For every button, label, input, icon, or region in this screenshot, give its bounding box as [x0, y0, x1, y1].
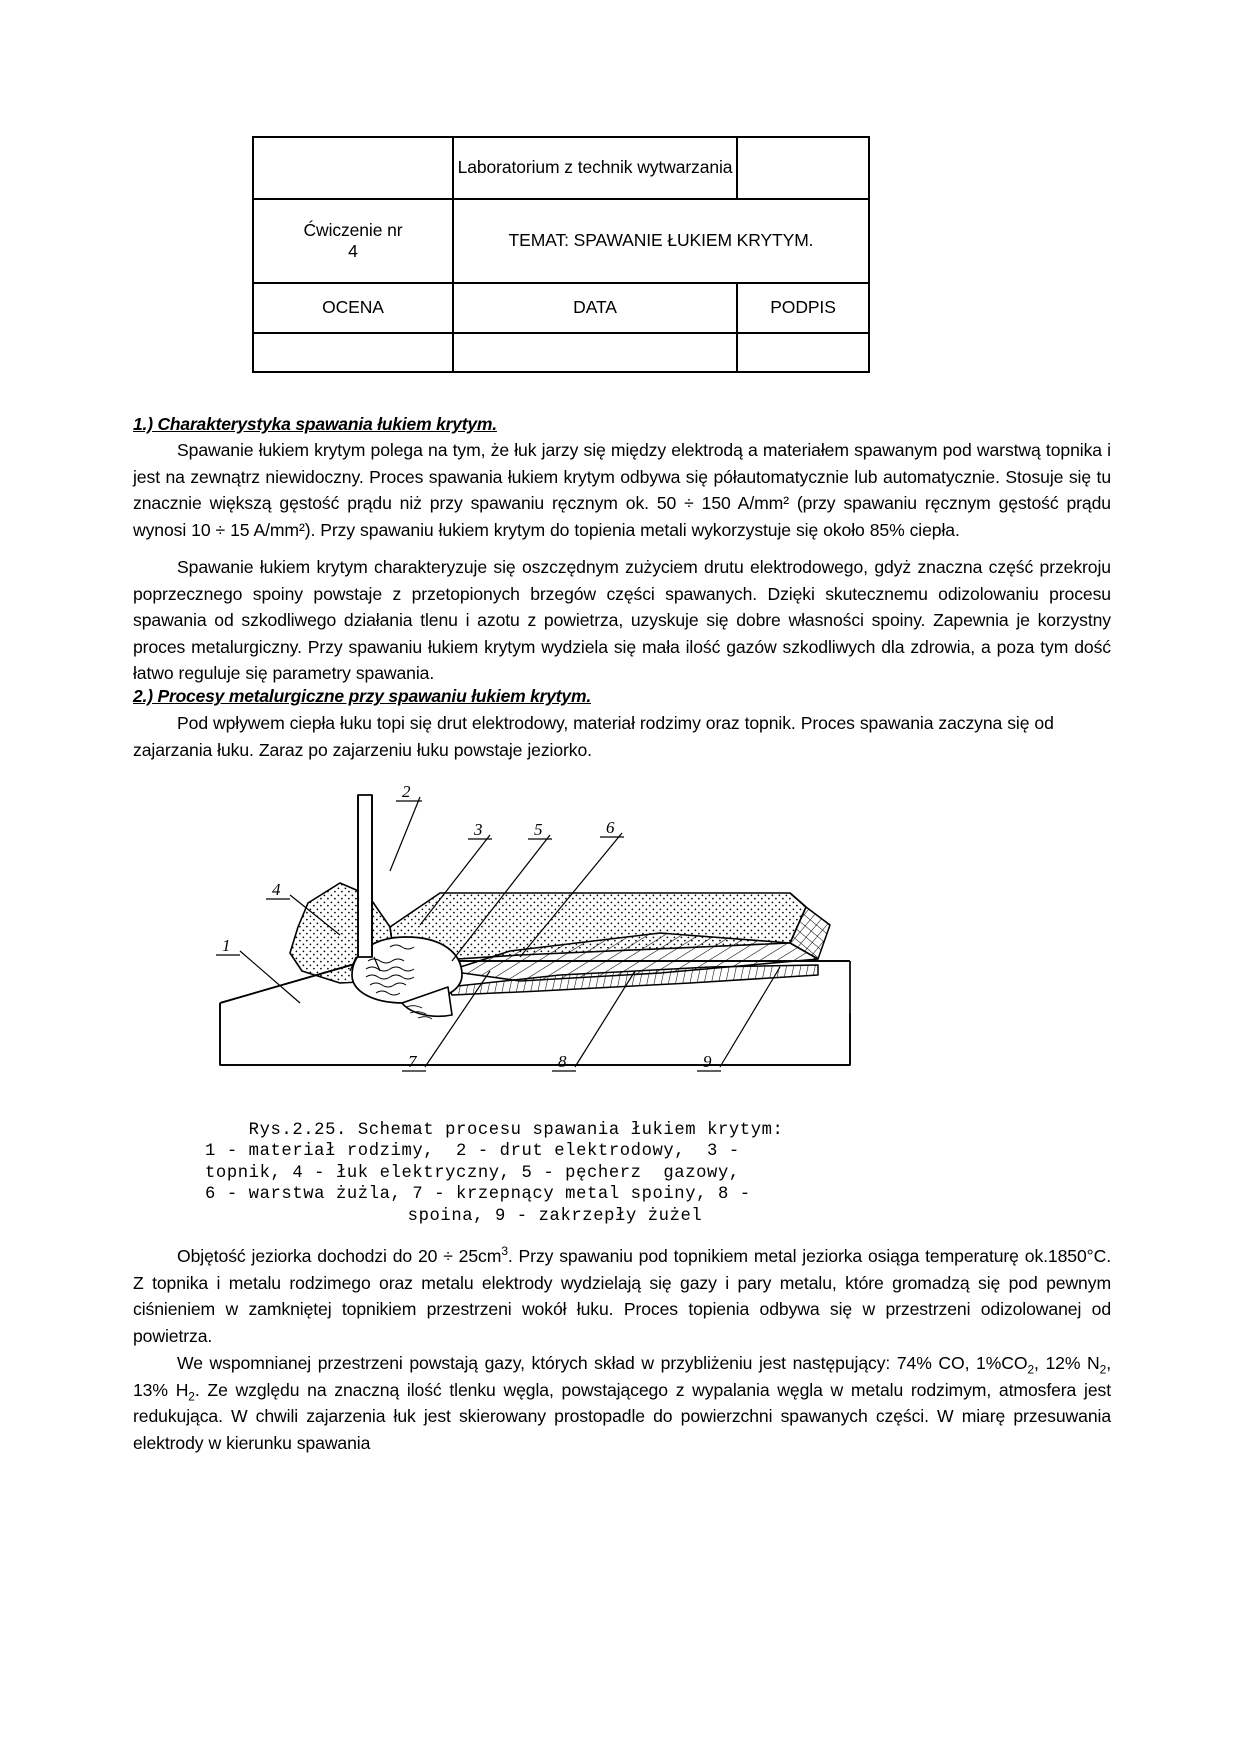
lab-title-cell: Laboratorium z technik wytwarzania [453, 137, 737, 199]
caption-line-4: 6 - warstwa żużla, 7 - krzepnący metal spoiny, 8 - [205, 1185, 751, 1204]
header-info-table [252, 136, 870, 373]
section-1-paragraph-1 [133, 437, 1111, 543]
closing-paragraph-1 [133, 1243, 1111, 1349]
table-row [253, 199, 869, 283]
figure-welding-diagram [190, 775, 870, 1095]
section-2-paragraph-1 [133, 710, 1111, 763]
caption-line-3: topnik, 4 - łuk elektryczny, 5 - pęcherz gazowy, [205, 1163, 740, 1183]
section-1-heading: 1.) Charakterystyka spawania łukiem krytym. [133, 414, 497, 434]
figure-callout-6: 6 [606, 818, 615, 837]
figure-callout-4: 4 [272, 880, 281, 899]
section-2-heading: 2.) Procesy metalurgiczne przy spawaniu łukiem krytym. [133, 686, 591, 706]
section-1-paragraph-2 [133, 554, 1111, 687]
table-row [253, 333, 869, 372]
header-cell-empty-left [253, 137, 453, 199]
grade-label-cell: OCENA [253, 283, 453, 333]
figure-callout-8: 8 [558, 1052, 567, 1071]
caption-line-1: Rys.2.25. Schemat procesu spawania łukiem krytym: [248, 1120, 784, 1140]
paragraph-text: Objętość jeziorka dochodzi do $20 \div 25cm^3$. Przy spawaniu pod topnikiem metal jeziorka osiąga temperaturę ok.1850°C. Z topnika i metalu rodzimego oraz metalu elektrody wydzielają się gazy i pary metalu, które gromadzą się pod pewnym ciśnieniem w zamkniętej topnikiem przestrzeni wokół łuku. Proces topienia odbywa się w przestrzeni odizolowanej od powietrza. [133, 1244, 1111, 1346]
figure-callout-3: 3 [474, 820, 483, 839]
topic-cell: TEMAT: SPAWANIE ŁUKIEM KRYTYM. [453, 199, 869, 283]
paragraph-text: Spawanie łukiem krytym charakteryzuje się oszczędnym zużyciem drutu elektrodowego, gdyż znaczna część przekroju poprzecznego spoiny powstaje z przetopionych brzegów części spawanych. Dzięki skutecznemu odizolowaniu procesu spawania od szkodliwego działania tlenu i azotu z powietrza, uzyskuje się dobre własności spoiny. Zapewnia je korzystny proces metalurgiczny. Przy spawaniu łukiem krytym wydziela się mała ilość gazów szkodliwych dla zdrowia, a poza tym dość łatwo reguluje się parametry spawania. [133, 557, 1111, 684]
signature-value-cell[interactable] [737, 333, 869, 372]
header-cell-empty-right [737, 137, 869, 199]
paragraph-text: Pod wpływem ciepła łuku topi się drut elektrodowy, materiał rodzimy oraz topnik. Proces spawania zaczyna się od zajarzania łuku. Zaraz po zajarzeniu łuku powstaje jeziorko. [133, 713, 1054, 760]
figure-callout-9: 9 [703, 1052, 712, 1071]
figure-callout-1: 1 [222, 936, 231, 955]
date-label-cell: DATA [453, 283, 737, 333]
paragraph-text: Spawanie łukiem krytym polega na tym, że łuk jarzy się między elektrodą a materiałem spawanym pod warstwą topnika i jest na zewnątrz niewidoczny. Proces spawania łukiem krytym odbywa się półautomatycznie lub automatycznie. Stosuje się tu znacznie większą gęstość prądu niż przy spawaniu ręcznym ok. 50 ÷ 150 A/mm² (przy spawaniu ręcznym gęstość prądu wynosi 10 ÷ 15 A/mm²). Przy spawaniu łukiem krytym do topienia metali wykorzystuje się około 85% ciepła. [133, 440, 1111, 540]
closing-paragraph-2 [133, 1350, 1111, 1456]
paragraph-text: We wspomnianej przestrzeni powstają gazy, których skład w przybliżeniu jest następujący: 74% CO, $1\%CO_2$, 12% $N_2$, 13% $H_2$. Ze względu na znaczną ilość tlenku węgla, powstającego z wypalania węgla w metalu rodzimym, atmosfera jest redukująca. W chwili zajarzenia łuk jest skierowany prostopadle do powierzchni spawanych części. W miarę przesuwania elektrody w kierunku spawania [133, 1353, 1111, 1453]
table-row [253, 283, 869, 333]
figure-callout-2: 2 [402, 782, 411, 801]
caption-line-5: spoina, 9 - zakrzepły żużel [407, 1206, 703, 1226]
exercise-number-cell [253, 199, 453, 283]
grade-value-cell[interactable] [253, 333, 453, 372]
exercise-number: 4 [348, 241, 358, 261]
figure-callout-5: 5 [534, 820, 543, 839]
date-value-cell[interactable] [453, 333, 737, 372]
exercise-label: Ćwiczenie nr [303, 219, 403, 240]
figure-callout-7: 7 [408, 1052, 417, 1071]
caption-line-2: 1 - materiał rodzimy, 2 - drut elektrodowy, 3 - [205, 1142, 740, 1161]
table-row [253, 137, 869, 199]
signature-label-cell: PODPIS [737, 283, 869, 333]
